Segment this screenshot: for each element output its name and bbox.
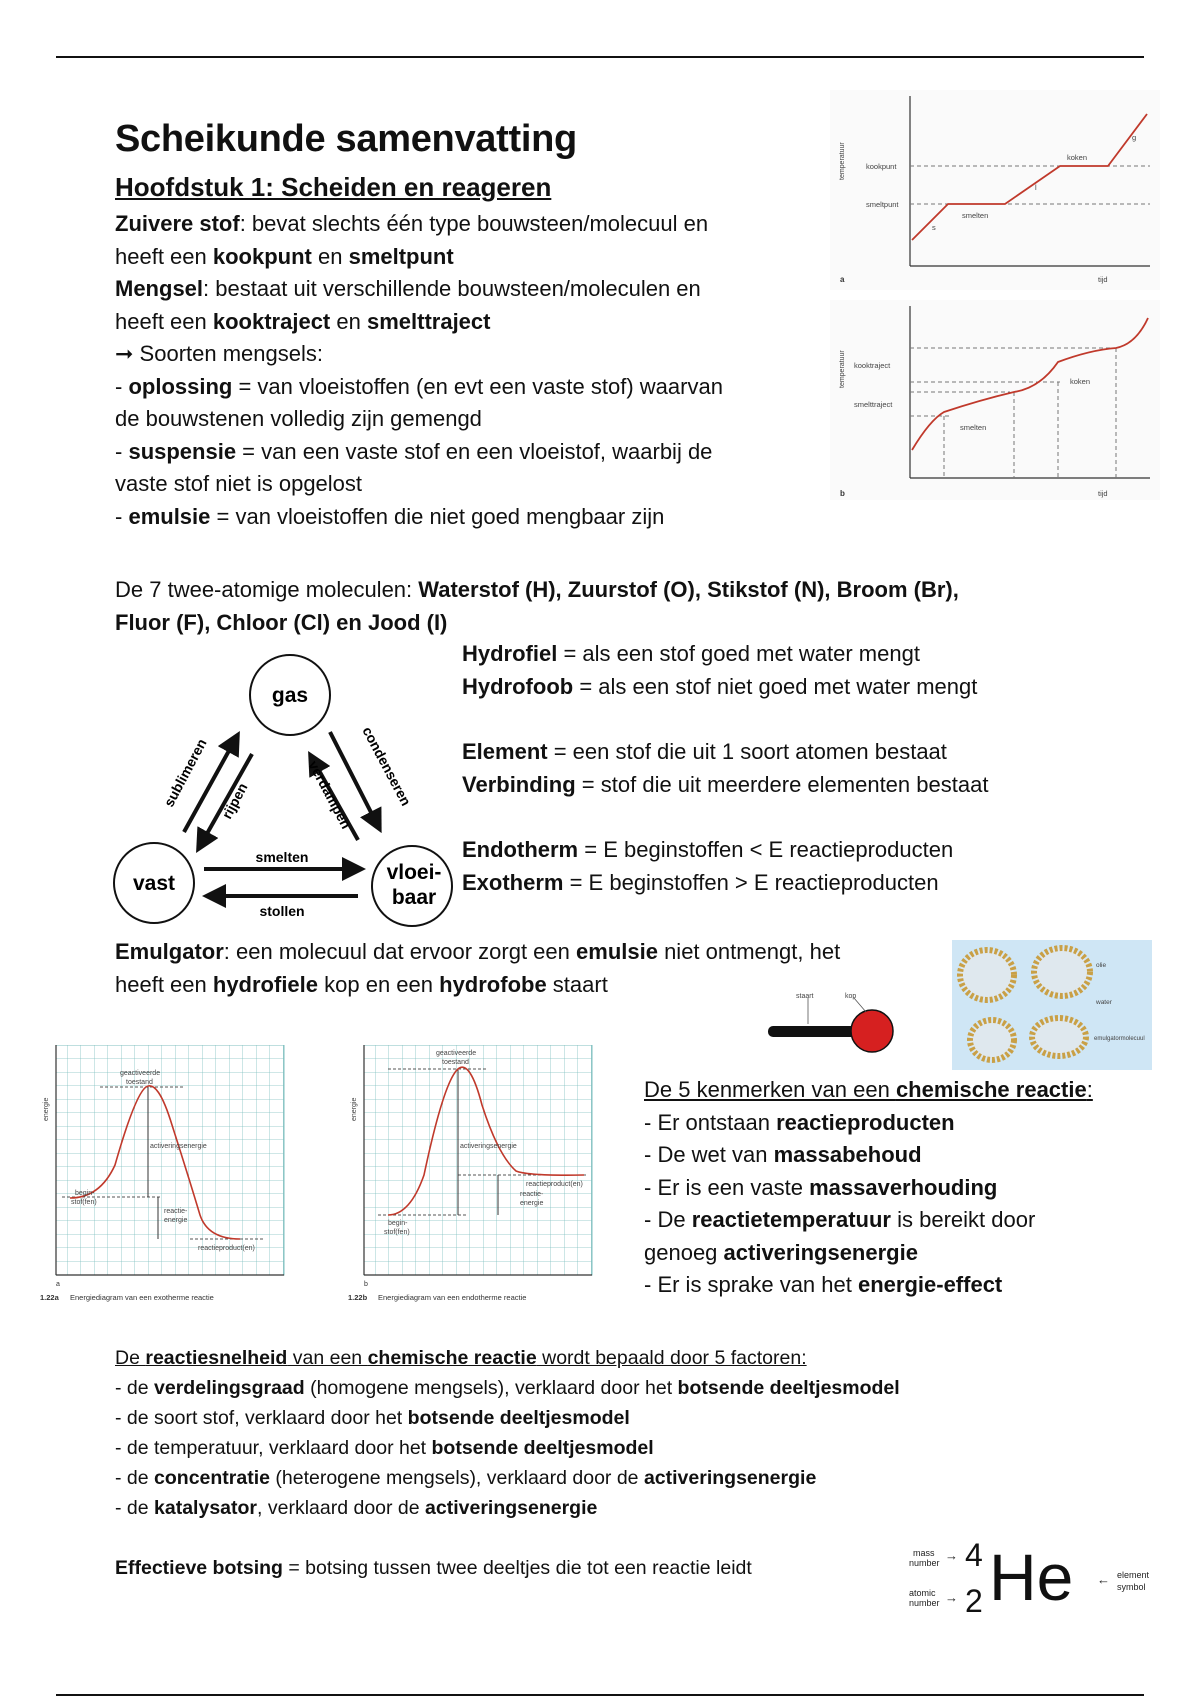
reactie-label-1: reactie- bbox=[520, 1191, 544, 1198]
emulgator-line2: heeft een hydrofiele kop en een hydrofobe staart bbox=[115, 971, 608, 997]
atomic-arrow-icon: → bbox=[945, 1590, 958, 1605]
top-rule bbox=[56, 56, 1144, 58]
smeltpunt-label: smeltpunt bbox=[866, 200, 899, 209]
kenmerk-3: - Er is een vaste massaverhouding bbox=[644, 1174, 998, 1200]
element-symbol: He bbox=[989, 1540, 1074, 1614]
grid bbox=[364, 1045, 592, 1275]
intro-definitions bbox=[115, 208, 795, 533]
oplossing-line2: de bouwstenen volledig zijn gemengd bbox=[115, 406, 482, 431]
water-label: water bbox=[1096, 999, 1112, 1006]
caption-a: Energiediagram van een exotherme reactie bbox=[70, 1293, 214, 1302]
mass-arrow-icon: → bbox=[945, 1548, 958, 1563]
y-label: energie bbox=[43, 1097, 50, 1121]
atomic-number: 2 bbox=[965, 1583, 983, 1619]
begin-label-1: begin- bbox=[75, 1190, 95, 1197]
emulgator-molecule bbox=[760, 990, 900, 1060]
verbinding-line: Verbinding = stof die uit meerdere elementen bestaat bbox=[462, 771, 989, 797]
x-label-b: tijd bbox=[1098, 489, 1108, 498]
smelttraject-label: smelttraject bbox=[854, 400, 893, 409]
helium-notation bbox=[895, 1530, 1170, 1630]
begin-label-1: begin- bbox=[388, 1220, 408, 1227]
panel-b-label: b bbox=[364, 1281, 368, 1288]
endotherm-line: Endotherm = E beginstoffen < E reactieproducten bbox=[462, 837, 954, 862]
vloeibaar-label-2: baar bbox=[391, 886, 437, 909]
spacer bbox=[462, 703, 1152, 736]
definitions-block bbox=[462, 638, 1152, 899]
y-label: energie bbox=[351, 1097, 358, 1121]
mass-number: 4 bbox=[965, 1537, 983, 1573]
gas-label: gas bbox=[271, 684, 309, 707]
y-label-a: temperatuur bbox=[839, 142, 846, 180]
reactie-label-2: energie bbox=[164, 1217, 188, 1224]
zuivere-line2: heeft een kookpunt en smeltpunt bbox=[115, 243, 454, 269]
olie-label: olie bbox=[1096, 962, 1107, 969]
mengsel-line1: Mengsel: bestaat uit verschillende bouwsteen/moleculen en bbox=[115, 276, 701, 301]
caption-b: Energiediagram van een endotherme reactie bbox=[378, 1293, 527, 1302]
smelten-label: smelten bbox=[962, 211, 989, 220]
element-line: Element = een stof die uit 1 soort atomen bestaat bbox=[462, 739, 947, 764]
caption-a-number: 1.22a bbox=[40, 1293, 59, 1302]
factor-1: - de verdelingsgraad (homogene mengsels), verklaard door het botsende deeltjesmodel bbox=[115, 1377, 900, 1399]
panel-a-label: a bbox=[56, 1281, 60, 1288]
smelten-label: smelten bbox=[960, 423, 987, 432]
effectieve-botsing bbox=[115, 1553, 875, 1583]
kop-label: kop bbox=[845, 993, 857, 1000]
symbol-label-2: symbol bbox=[1117, 1582, 1146, 1592]
droplet bbox=[1032, 1018, 1086, 1056]
kenmerken-heading: De 5 kenmerken van een chemische reactie: bbox=[644, 1077, 1093, 1102]
reactiesnelheid-list bbox=[115, 1343, 1115, 1523]
botsing-line: Effectieve botsing = botsing tussen twee deeltjes die tot een reactie leidt bbox=[115, 1557, 752, 1579]
oplossing-line1: - oplossing = van vloeistoffen (en evt een vaste stof) waarvan bbox=[115, 373, 723, 399]
energy-diagram-endotherm bbox=[348, 1045, 608, 1305]
kooktraject-label: kooktraject bbox=[854, 361, 891, 370]
heating-curve-b bbox=[830, 300, 1160, 500]
y-label-b: temperatuur bbox=[839, 350, 846, 388]
exotherm-line: Exotherm = E beginstoffen > E reactieproducten bbox=[462, 869, 939, 895]
atomic-label-1: atomic bbox=[909, 1588, 936, 1598]
s-label: s bbox=[932, 223, 936, 232]
kenmerk-2: - De wet van massabehoud bbox=[644, 1142, 922, 1167]
condenseren-label: condenseren bbox=[359, 723, 415, 809]
kop-pointer bbox=[854, 998, 866, 1012]
rijpen-label: rijpen bbox=[218, 780, 251, 822]
mass-label-1: mass bbox=[913, 1548, 935, 1558]
g-label: g bbox=[1132, 133, 1137, 142]
sublimeren-label: sublimeren bbox=[160, 735, 210, 810]
kookpunt-label: kookpunt bbox=[866, 162, 897, 171]
staart-shape bbox=[768, 1026, 864, 1037]
verdampen-label: verdampen bbox=[305, 757, 355, 832]
geact-label-1: geactiveerde bbox=[436, 1050, 477, 1057]
geact-label-2: toestand bbox=[126, 1079, 153, 1086]
snelheid-heading: De reactiesnelheid van een chemische reactie wordt bepaald door 5 factoren: bbox=[115, 1347, 807, 1369]
mass-label-2: number bbox=[909, 1558, 940, 1568]
hydrofiel-line: Hydrofiel = als een stof goed met water mengt bbox=[462, 641, 920, 666]
begin-label-2: stof(fen) bbox=[384, 1229, 410, 1236]
activering-label: activeringsenergie bbox=[150, 1143, 207, 1150]
koken-label: koken bbox=[1070, 377, 1091, 386]
vast-label: vast bbox=[132, 872, 176, 895]
spacer bbox=[462, 801, 1152, 834]
kop-shape bbox=[851, 1010, 893, 1052]
reactie-label-2: energie bbox=[520, 1200, 544, 1207]
symbol-label-1: element bbox=[1117, 1570, 1150, 1580]
stollen-label: stollen bbox=[259, 903, 305, 919]
kenmerk-4-line2: genoeg activeringsenergie bbox=[644, 1239, 918, 1265]
activering-label: activeringsenergie bbox=[460, 1143, 517, 1150]
emulgator-label: emulgatormolecuul bbox=[1094, 1036, 1145, 1042]
phase-transition-diagram bbox=[112, 650, 457, 930]
kenmerk-5: - Er is sprake van het energie-effect bbox=[644, 1272, 1003, 1297]
suspensie-line2: vaste stof niet is opgelost bbox=[115, 471, 363, 496]
suspensie-line1: - suspensie = van een vaste stof en een vloeistof, waarbij de bbox=[115, 438, 713, 464]
factor-3: - de temperatuur, verklaard door het botsende deeltjesmodel bbox=[115, 1437, 654, 1459]
reactie-label-1: reactie- bbox=[164, 1208, 188, 1215]
emulsie-line: - emulsie = van vloeistoffen die niet goed mengbaar zijn bbox=[115, 503, 665, 529]
kenmerk-1: - Er ontstaan reactieproducten bbox=[644, 1109, 955, 1135]
droplet bbox=[960, 950, 1014, 1000]
heating-curve-a bbox=[830, 90, 1160, 290]
vloeibaar-label-1: vloei- bbox=[386, 861, 442, 884]
chapter-heading: Hoofdstuk 1: Scheiden en reageren bbox=[115, 172, 552, 202]
zuivere-line1: Zuivere stof: bevat slechts één type bouwsteen/molecuul en bbox=[115, 211, 709, 236]
emulgator-line1: Emulgator: een molecuul dat ervoor zorgt een emulsie niet ontmengt, het bbox=[115, 939, 841, 964]
atomic-label-2: number bbox=[909, 1598, 940, 1608]
grid bbox=[56, 1045, 284, 1275]
factor-5: - de katalysator, verklaard door de activeringsenergie bbox=[115, 1497, 598, 1519]
droplet bbox=[1034, 948, 1090, 996]
caption-b-number: 1.22b bbox=[348, 1293, 368, 1302]
kenmerken-list bbox=[644, 1074, 1164, 1302]
symbol-arrow-icon: ← bbox=[1097, 1572, 1110, 1587]
diatomic-paragraph bbox=[115, 574, 1075, 639]
soorten-line: ➞ Soorten mengsels: bbox=[115, 341, 323, 366]
kenmerk-4-line1: - De reactietemperatuur is bereikt door bbox=[644, 1207, 1036, 1232]
droplet bbox=[970, 1020, 1014, 1060]
panel-b-label: b bbox=[840, 489, 845, 498]
producten-label: reactieproduct(en) bbox=[198, 1245, 255, 1252]
producten-label: reactieproduct(en) bbox=[526, 1181, 583, 1188]
factor-2: - de soort stof, verklaard door het botsende deeltjesmodel bbox=[115, 1407, 630, 1429]
begin-label-2: stof(fen) bbox=[71, 1199, 97, 1206]
diatomic-line2: Fluor (F), Chloor (Cl) en Jood (I) bbox=[115, 609, 448, 635]
smelten-label: smelten bbox=[255, 849, 309, 865]
page-title: Scheikunde samenvatting bbox=[115, 118, 577, 160]
panel-a-label: a bbox=[840, 275, 845, 284]
bottom-rule bbox=[56, 1694, 1144, 1696]
diatomic-line1: De 7 twee-atomige moleculen: Waterstof (H), Zuurstof (O), Stikstof (N), Broom (Br), bbox=[115, 577, 959, 602]
hydrofoob-line: Hydrofoob = als een stof niet goed met water mengt bbox=[462, 673, 978, 699]
factor-4: - de concentratie (heterogene mengsels), verklaard door de activeringsenergie bbox=[115, 1467, 817, 1489]
geact-label-1: geactiveerde bbox=[120, 1070, 161, 1077]
l-label: l bbox=[1035, 183, 1037, 192]
x-label-a: tijd bbox=[1098, 275, 1108, 284]
energy-diagram-exotherm bbox=[40, 1045, 300, 1305]
koken-label: koken bbox=[1067, 153, 1088, 162]
mengsel-line2: heeft een kooktraject en smelttraject bbox=[115, 308, 491, 334]
emulsion-droplets bbox=[952, 940, 1152, 1070]
staart-label: staart bbox=[796, 993, 814, 1000]
geact-label-2: toestand bbox=[442, 1059, 469, 1066]
figure-background bbox=[830, 90, 1160, 290]
